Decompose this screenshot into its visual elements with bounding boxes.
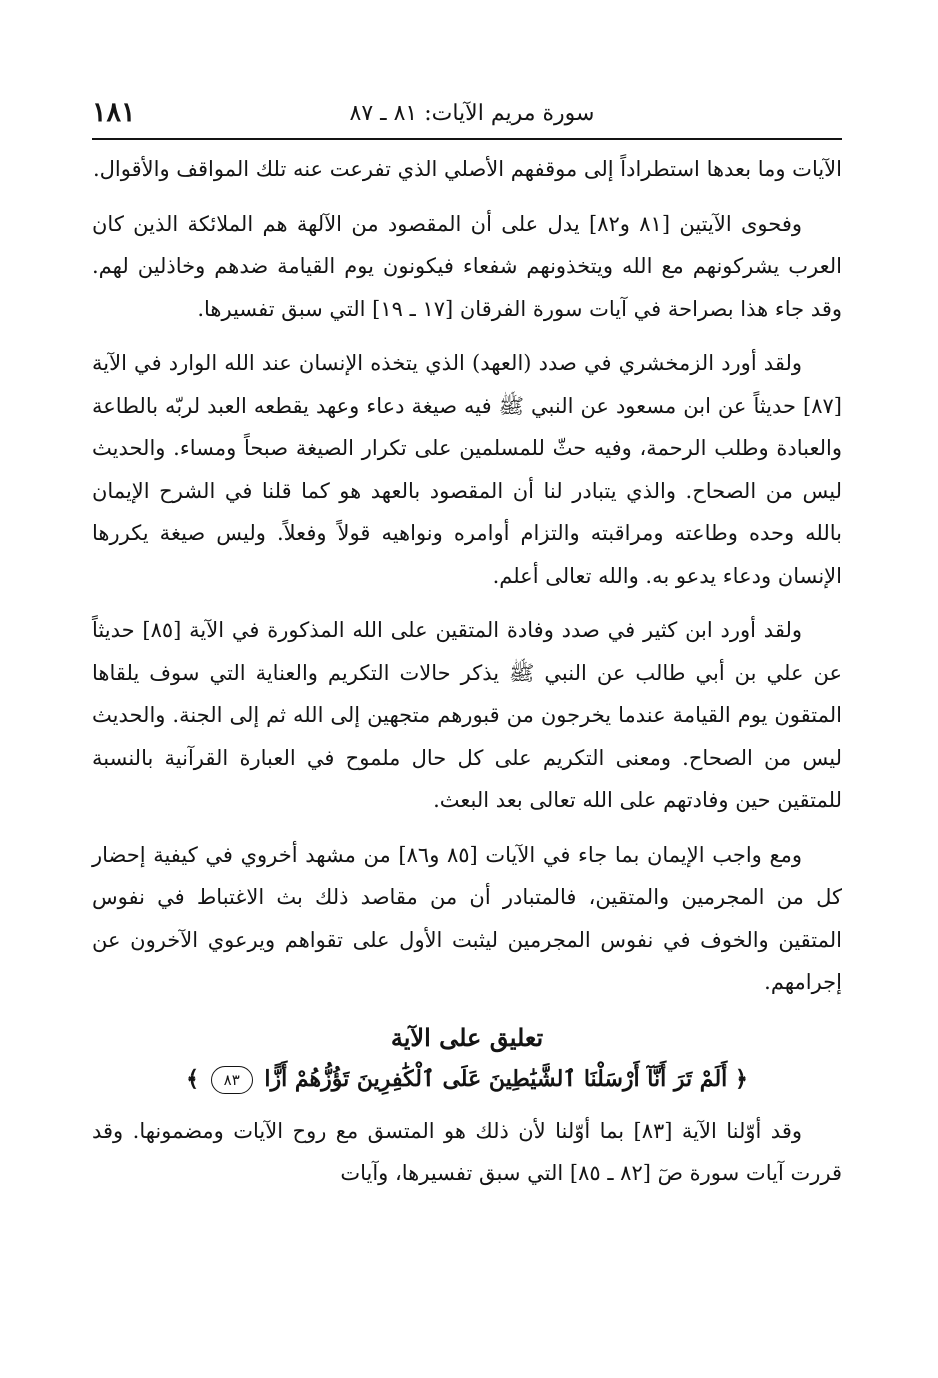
page-number: ١٨١	[92, 97, 136, 128]
paragraph-gods-angels: وفحوى الآيتين [٨١ و٨٢] يدل على أن المقصود من الآلهة هم الملائكة الذين كان العرب يشركونهم مع الله ويتخذونهم شفعاء فيكونون يوم القيامة ضدهم وخاذلين لهم. وقد جاء هذا بصراحة في آيات سورة الفرقان [١٧ ـ ١٩] التي سبق تفسيرها.	[92, 211, 842, 321]
header-rule	[92, 138, 842, 140]
paragraph-zamakhshari-covenant: ولقد أورد الزمخشري في صدد (العهد) الذي يتخذه الإنسان عند الله الوارد في الآية [٨٧] حديثاً عن ابن مسعود عن النبي ﷺ فيه صيغة دعاء وعهد يقطعه العبد لربّه بالطاعة والعبادة وطلب الرحمة، وفيه حثّ للمسلمين على تكرار الصيغة صبحاً ومساء. والحديث ليس من الصحاح. والذي يتبادر لنا أن المقصود بالعهد هو كما قلنا في الشرح الإيمان بالله وحده وطاعته ومراقبته والتزام أوامره ونواهيه قولاً وفعلاً. وليس صيغة يكررها الإنسان ودعاء يدعو به. والله تعالى أعلم.	[92, 351, 842, 588]
body-text	[92, 148, 842, 1195]
verse-text: أَلَمْ تَرَ أَنَّآ أَرْسَلْنَا ٱلشَّيَٰطِينَ عَلَى ٱلْكَٰفِرِينَ تَؤُزُّهُمْ أَزًّا	[264, 1065, 728, 1092]
page-header	[92, 95, 842, 131]
quran-verse	[92, 1058, 842, 1100]
verse-close-bracket: ﴾	[186, 1065, 200, 1092]
paragraph-continuation: الآيات وما بعدها استطراداً إلى موقفهم الأصلي الذي تفرعت عنه تلك المواقف والأقوال.	[93, 157, 842, 181]
verse-number-marker: ٨٣	[211, 1066, 253, 1094]
verse-open-bracket: ﴿	[734, 1065, 748, 1092]
section-heading: تعليق على الآية	[390, 1022, 544, 1052]
paragraph-afterlife-scene: ومع واجب الإيمان بما جاء في الآيات [٨٥ و٨٦] من مشهد أخروي في كيفية إحضار كل من المجرمين والمتقين، فالمتبادر أن من مقاصد ذلك بث الاغتباط في نفوس المتقين والخوف في نفوس المجرمين ليثبت الأول على تقواهم ويرعوي الآخرون عن إجرامهم.	[92, 842, 842, 994]
running-title: سورة مريم الآيات: ٨١ ـ ٨٧	[349, 101, 595, 126]
paragraph-ibn-kathir: ولقد أورد ابن كثير في صدد وفادة المتقين على الله المذكورة في الآية [٨٥] حديثاً عن علي بن أبي طالب عن النبي ﷺ يذكر حالات التكريم والعناية التي سوف يلقاها المتقون يوم القيامة عندما يخرجون من قبورهم متجهين إلى الله ثم إلى الجنة. والحديث ليس من الصحاح. ومعنى التكريم على كل حال ملموح في العبارة القرآنية بالنسبة للمتقين حين وفادتهم على الله تعالى بعد البعث.	[92, 618, 842, 812]
paragraph-commentary: وقد أوّلنا الآية [٨٣] بما أوّلنا لأن ذلك هو المتسق مع روح الآيات ومضمونها. وقد قررت آيات سورة صٓ [٨٢ ـ ٨٥] التي سبق تفسيرها، وآيات	[92, 1118, 842, 1185]
